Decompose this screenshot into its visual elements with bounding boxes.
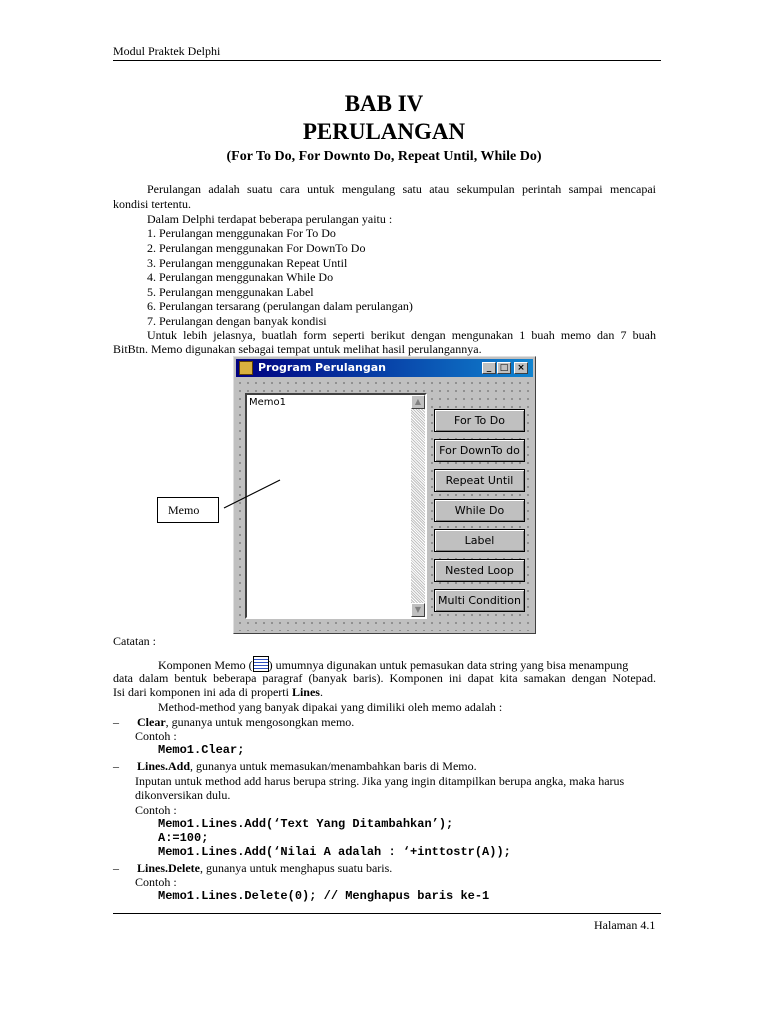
maximize-button[interactable]: □: [497, 362, 511, 374]
delphi-form-window: [233, 356, 536, 634]
intro-list-lead: Dalam Delphi terdapat beberapa perulangan yaitu :: [147, 212, 393, 226]
chapter-title: PERULANGAN: [302, 119, 466, 144]
notes-heading: Catatan :: [113, 634, 156, 648]
nested-loop-button[interactable]: Nested Loop: [434, 559, 525, 582]
while-do-button[interactable]: While Do: [434, 499, 525, 522]
example-label: Contoh :: [135, 875, 177, 889]
list-item: 3. Perulangan menggunakan Repeat Until: [147, 256, 348, 270]
chapter-subtitle: (For To Do, For Downto Do, Repeat Until, While Do): [226, 149, 542, 164]
add-note-line2: dikonversikan dulu.: [135, 788, 231, 802]
footer-rule: [113, 913, 661, 914]
code-line: A:=100;: [158, 831, 209, 845]
app-icon: [239, 361, 253, 375]
example-label: Contoh :: [135, 729, 177, 743]
add-note-line1: Inputan untuk method add harus berupa string. Jika yang ingin ditampilkan berupa angka, maka harus: [135, 774, 625, 788]
code-line: Memo1.Lines.Add(‘Nilai A adalah : ‘+inttostr(A));: [158, 845, 511, 859]
minimize-button[interactable]: _: [482, 362, 496, 374]
memo1-text: Memo1: [249, 397, 287, 408]
delete-method: Lines.Delete, gunanya untuk menghapus suatu baris.: [137, 861, 393, 875]
bullet-dash: –: [113, 715, 119, 729]
instruction-line1: Untuk lebih jelasnya, buatlah form seperti berikut dengan mengunakan 1 buah memo dan 7 buah: [147, 328, 656, 342]
list-item: 5. Perulangan menggunakan Label: [147, 285, 314, 299]
close-button[interactable]: ×: [514, 362, 528, 374]
memo-description-line1: Komponen Memo ( ) umumnya digunakan untuk pemasukan data string yang bisa menampung: [158, 658, 629, 672]
scroll-down-icon[interactable]: ▼: [411, 603, 425, 617]
intro-paragraph-line1: Perulangan adalah suatu cara untuk mengulang satu atau sekumpulan perintah sampai mencapai: [147, 182, 656, 196]
code-line: Memo1.Clear;: [158, 743, 245, 757]
intro-paragraph-line2: kondisi tertentu.: [113, 197, 191, 211]
form-design-grid: [236, 379, 533, 631]
multi-condition-button[interactable]: Multi Condition: [434, 589, 525, 612]
label-button[interactable]: Label: [434, 529, 525, 552]
list-item: 1. Perulangan menggunakan For To Do: [147, 226, 336, 240]
memo-scrollbar[interactable]: [411, 395, 425, 617]
module-title: Modul Praktek Delphi: [113, 44, 221, 58]
bullet-dash: –: [113, 759, 119, 773]
list-item: 2. Perulangan menggunakan For DownTo Do: [147, 241, 366, 255]
list-item: 4. Perulangan menggunakan While Do: [147, 270, 334, 284]
list-item: 7. Perulangan dengan banyak kondisi: [147, 314, 327, 328]
header-rule: [113, 60, 661, 61]
example-label: Contoh :: [135, 803, 177, 817]
methods-intro: Method-method yang banyak dipakai yang dimiliki oleh memo adalah :: [158, 700, 503, 714]
for-to-do-button[interactable]: For To Do: [434, 409, 525, 432]
repeat-until-button[interactable]: Repeat Until: [434, 469, 525, 492]
code-line: Memo1.Lines.Delete(0); // Menghapus baris ke-1: [158, 889, 490, 903]
clear-method: Clear, gunanya untuk mengosongkan memo.: [137, 715, 355, 729]
page-number: Halaman 4.1: [594, 918, 656, 932]
code-line: Memo1.Lines.Add(‘Text Yang Ditambahkan’);: [158, 817, 454, 831]
add-method: Lines.Add, gunanya untuk memasukan/menambahkan baris di Memo.: [137, 759, 477, 773]
form-title-bar: [236, 359, 533, 377]
memo-component-icon: [253, 656, 269, 672]
for-downto-do-button[interactable]: For DownTo do: [434, 439, 525, 462]
instruction-line2: BitBtn. Memo digunakan sebagai tempat untuk melihat hasil perulangannya.: [113, 342, 482, 356]
chapter-number: BAB IV: [344, 91, 424, 116]
memo1-control[interactable]: [245, 393, 427, 619]
scroll-up-icon[interactable]: ▲: [411, 395, 425, 409]
bullet-dash: –: [113, 861, 119, 875]
memo-callout-label: Memo: [157, 497, 219, 523]
memo-description-line2: data dalam bentuk beberapa paragraf (banyak baris). Komponen ini dapat kita samakan dengan Notepad.: [113, 671, 656, 685]
memo-description-line3: Isi dari komponen ini ada di properti Lines.: [113, 685, 323, 699]
list-item: 6. Perulangan tersarang (perulangan dalam perulangan): [147, 299, 413, 313]
form-caption: Program Perulangan: [258, 361, 386, 374]
